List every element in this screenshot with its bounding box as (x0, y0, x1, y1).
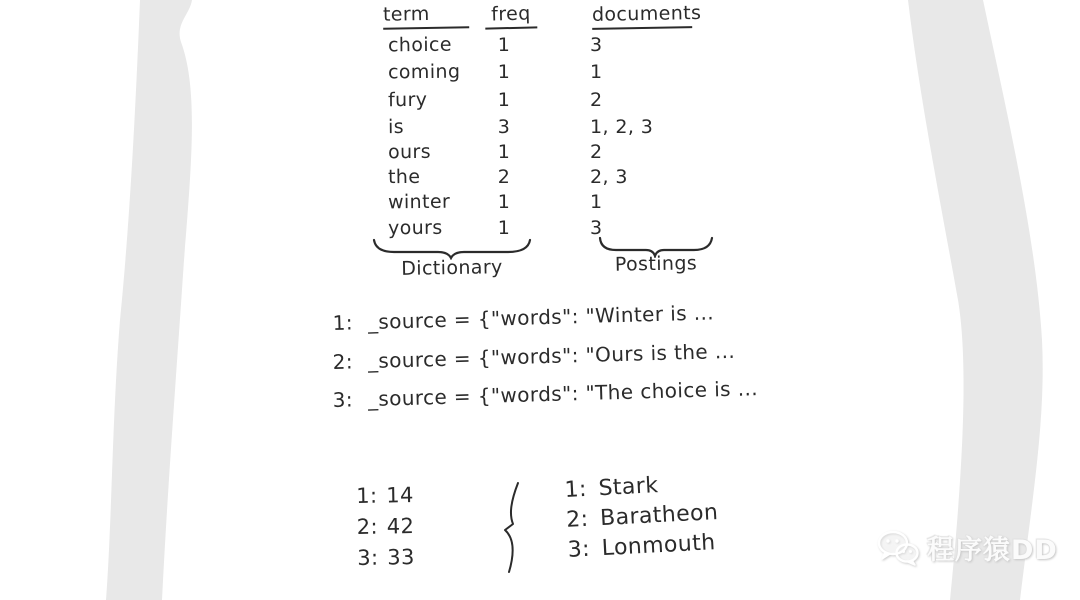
list-item (567, 530, 716, 563)
table-row (388, 89, 728, 113)
source-line (332, 339, 735, 374)
freq-cell: 1 (497, 141, 511, 163)
term-cell: choice (387, 33, 453, 57)
documents-cell: 1 (590, 191, 603, 213)
documents-cell: 1, 2, 3 (590, 116, 654, 138)
freq-cell: 1 (497, 191, 511, 213)
header-freq: freq (485, 2, 538, 29)
list-number: 2: (565, 506, 590, 533)
source-line (332, 300, 714, 335)
freq-cell: 1 (497, 217, 511, 239)
watermark (877, 528, 1058, 567)
list-value: Lonmouth (601, 530, 717, 562)
term-cell: fury (387, 88, 428, 112)
term-cell: winter (387, 190, 451, 214)
list-number: 1: (564, 476, 588, 503)
source-line-number: 3: (332, 387, 354, 412)
table-row (388, 61, 728, 85)
table-row (388, 141, 728, 165)
list-value: Baratheon (599, 499, 719, 532)
list-value: 33 (387, 544, 416, 570)
term-cell: yours (387, 216, 443, 240)
documents-cell: 3 (590, 217, 603, 239)
list-value: 14 (385, 482, 414, 508)
list-item (356, 483, 414, 508)
source-line-number: 2: (332, 349, 354, 374)
documents-cell: 2 (590, 89, 603, 111)
list-item (566, 500, 719, 533)
list-number: 1: (356, 483, 378, 508)
wechat-icon (877, 530, 919, 566)
freq-cell: 1 (497, 34, 511, 56)
freq-cell: 1 (497, 61, 511, 83)
term-cell: coming (387, 60, 461, 84)
term-cell: ours (387, 140, 432, 164)
watermark-text: 程序猿DD (927, 535, 1058, 566)
table-row (388, 116, 728, 140)
source-line-number: 1: (332, 310, 354, 335)
source-line-text: _source = {"words": "Ours is the ... (367, 338, 736, 374)
documents-cell: 2 (590, 141, 603, 163)
table-row (388, 34, 728, 58)
documents-cell: 2, 3 (590, 166, 628, 188)
documents-cell: 1 (590, 61, 603, 83)
freq-cell: 1 (497, 89, 511, 111)
source-line-text: _source = {"words": "The choice is ... (367, 376, 759, 412)
list-value: 42 (386, 513, 415, 539)
list-number: 3: (357, 545, 379, 570)
header-term: term (383, 2, 469, 29)
term-cell: is (387, 115, 405, 139)
list-number: 2: (356, 514, 379, 539)
postings-label: Postings (614, 252, 698, 276)
list-value: Stark (597, 473, 660, 502)
list-item (357, 545, 415, 570)
documents-cell: 3 (590, 34, 603, 56)
list-item (564, 473, 659, 503)
table-row (388, 166, 728, 190)
freq-cell: 2 (497, 166, 511, 188)
dictionary-label: Dictionary (401, 256, 503, 280)
header-documents: documents (592, 2, 692, 30)
source-line-text: _source = {"words": "Winter is ... (367, 300, 715, 335)
freq-cell: 3 (497, 116, 511, 138)
term-cell: the (387, 165, 421, 189)
list-number: 3: (567, 536, 591, 563)
source-line (332, 376, 758, 412)
separator-bolt-icon (501, 481, 527, 575)
list-item (357, 514, 415, 539)
table-row (388, 191, 728, 215)
